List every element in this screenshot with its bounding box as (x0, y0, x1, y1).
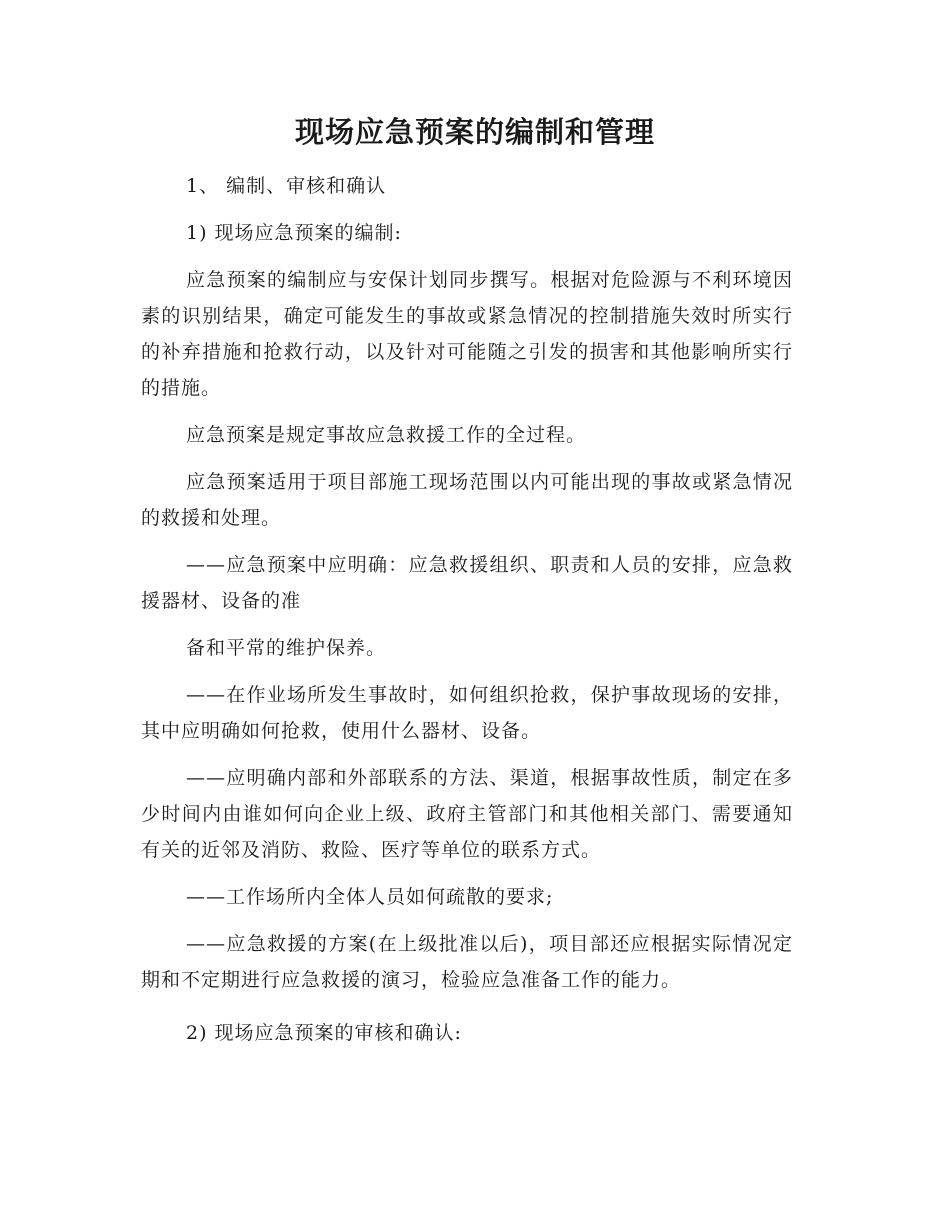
section-heading-1: 1、 编制、审核和确认 (186, 175, 387, 197)
paragraph-scope-definition: 应急预案是规定事故应急救援工作的全过程。 (186, 424, 587, 446)
paragraph-organization: ——应急预案中应明确：应急救援组织、职责和人员的安排，应急救援器材、设备的准 (141, 554, 793, 612)
document-title: 现场应急预案的编制和管理 (294, 115, 655, 149)
paragraph-communication: ——应明确内部和外部联系的方法、渠道，根据事故性质，制定在多少时间内由谁如何向企业上级、政府主管部门和其他相关部门、需要通知有关的近邻及消防、救险、医疗等单位的联系方式。 (141, 767, 793, 861)
paragraph-evacuation: ——工作场所内全体人员如何疏散的要求; (186, 886, 554, 908)
paragraph-rescue: ——在作业场所发生事故时，如何组织抢救，保护事故现场的安排，其中应明确如何抢救，使用什么器材、设备。 (141, 684, 793, 742)
paragraph-applicability: 应急预案适用于项目部施工现场范围以内可能出现的事故或紧急情况的救援和处理。 (141, 471, 793, 529)
paragraph-maintenance: 备和平常的维护保养。 (186, 637, 387, 659)
paragraph-compilation: 应急预案的编制应与安保计划同步撰写。根据对危险源与不利环境因素的识别结果，确定可能发生的事故或紧急情况的控制措施失效时所实行的补弃措施和抢救行动，以及针对可能随之引发的损害和其他影响所实行的措施。 (141, 269, 793, 399)
subsection-heading-1: 1) 现场应急预案的编制: (186, 222, 402, 244)
paragraph-drills: ——应急救援的方案(在上级批准以后)，项目部还应根据实际情况定期和不定期进行应急救援的演习，检验应急准备工作的能力。 (141, 933, 793, 991)
subsection-heading-2: 2) 现场应急预案的审核和确认: (186, 1022, 462, 1044)
document-body (141, 168, 793, 1051)
